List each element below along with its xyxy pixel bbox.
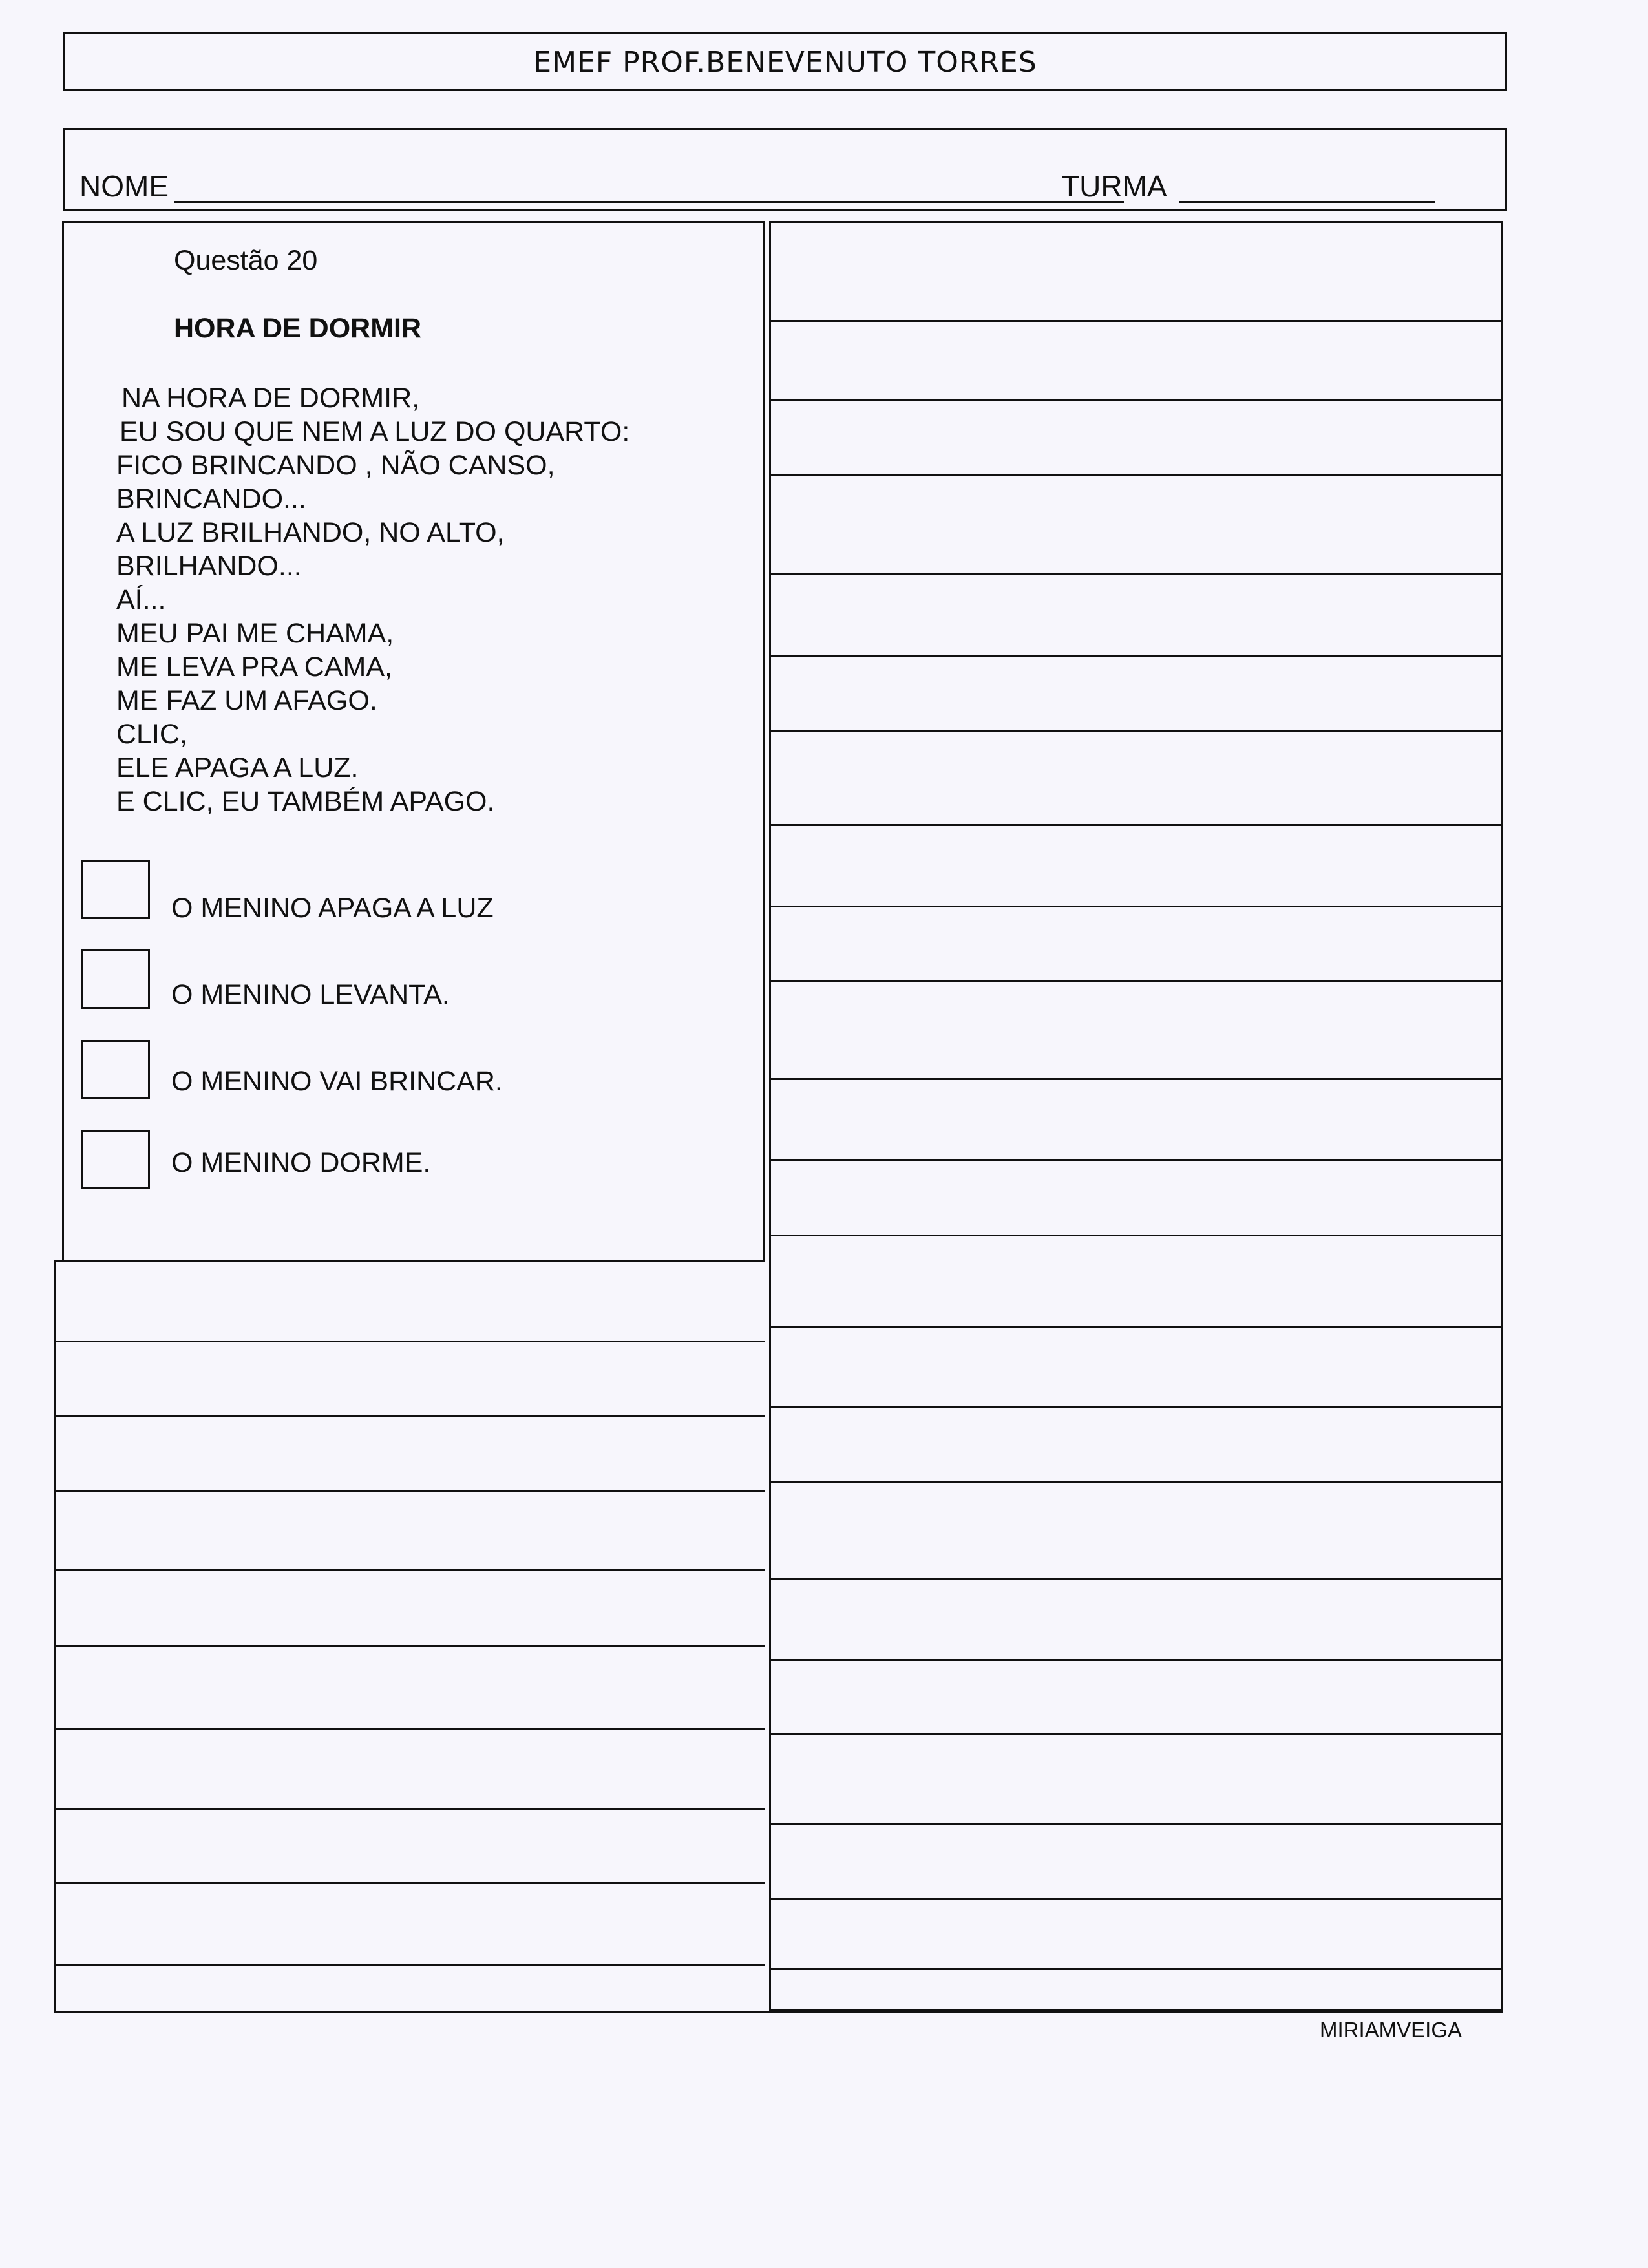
writing-line [771, 824, 1501, 826]
left-writing-area [54, 1260, 765, 2011]
writing-line [771, 1823, 1501, 1825]
poem-title: HORA DE DORMIR [174, 313, 422, 344]
writing-line [771, 1733, 1501, 1735]
writing-line [56, 1415, 765, 1417]
writing-line [771, 474, 1501, 476]
option-label-4: O MENINO DORME. [171, 1147, 431, 1178]
school-header [63, 32, 1507, 91]
poem-line: E CLIC, EU TAMBÉM APAGO. [116, 786, 495, 817]
writing-line [771, 1406, 1501, 1408]
class-field[interactable] [1179, 201, 1435, 203]
poem-line: BRILHANDO... [116, 551, 302, 582]
writing-line [56, 1882, 765, 1884]
option-checkbox-3[interactable] [81, 1040, 150, 1099]
writing-line [771, 1078, 1501, 1080]
option-label-1: O MENINO APAGA A LUZ [171, 893, 494, 924]
writing-line [56, 1645, 765, 1647]
poem-line: FICO BRINCANDO , NÃO CANSO, [116, 450, 555, 481]
poem-line: ME FAZ UM AFAGO. [116, 685, 377, 716]
writing-line [771, 1659, 1501, 1661]
writing-line [771, 1898, 1501, 1900]
poem-line: EU SOU QUE NEM A LUZ DO QUARTO: [120, 416, 630, 447]
writing-line [771, 399, 1501, 401]
writing-line [771, 1326, 1501, 1328]
writing-line [771, 320, 1501, 322]
writing-line [56, 1341, 765, 1342]
writing-line [771, 906, 1501, 907]
poem-line: AÍ... [116, 584, 166, 615]
question-number: Questão 20 [174, 245, 318, 276]
bottom-border [54, 2011, 1503, 2013]
writing-line [771, 1235, 1501, 1236]
writing-line [771, 1578, 1501, 1580]
option-checkbox-4[interactable] [81, 1130, 150, 1189]
poem-line: CLIC, [116, 719, 187, 750]
writing-line [56, 1808, 765, 1810]
writing-line [771, 655, 1501, 657]
writing-line [771, 730, 1501, 732]
class-label: TURMA [1061, 169, 1167, 203]
writing-line [771, 1968, 1501, 1970]
writing-line [771, 1481, 1501, 1483]
writing-line [771, 573, 1501, 575]
poem-line: ME LEVA PRA CAMA, [116, 652, 392, 683]
option-label-2: O MENINO LEVANTA. [171, 979, 450, 1010]
name-field[interactable] [174, 201, 1124, 203]
option-checkbox-1[interactable] [81, 860, 150, 919]
poem-line: ELE APAGA A LUZ. [116, 752, 359, 783]
writing-line [771, 980, 1501, 982]
writing-line [56, 1569, 765, 1571]
poem-line: NA HORA DE DORMIR, [121, 383, 420, 414]
option-label-3: O MENINO VAI BRINCAR. [171, 1066, 503, 1097]
poem-line: A LUZ BRILHANDO, NO ALTO, [116, 517, 505, 548]
writing-line [56, 1728, 765, 1730]
school-title: EMEF PROF.BENEVENUTO TORRES [533, 46, 1037, 79]
author-credit: MIRIAMVEIGA [1320, 2018, 1463, 2042]
poem-line: MEU PAI ME CHAMA, [116, 618, 394, 649]
option-checkbox-2[interactable] [81, 949, 150, 1009]
student-info-box [63, 128, 1507, 211]
poem-line: BRINCANDO... [116, 483, 306, 514]
writing-line [56, 1964, 765, 1966]
writing-line [56, 1490, 765, 1492]
right-writing-area [769, 221, 1503, 2011]
writing-line [771, 1159, 1501, 1161]
writing-line [56, 1260, 765, 1262]
name-label: NOME [79, 169, 169, 203]
question-panel [62, 221, 765, 1260]
